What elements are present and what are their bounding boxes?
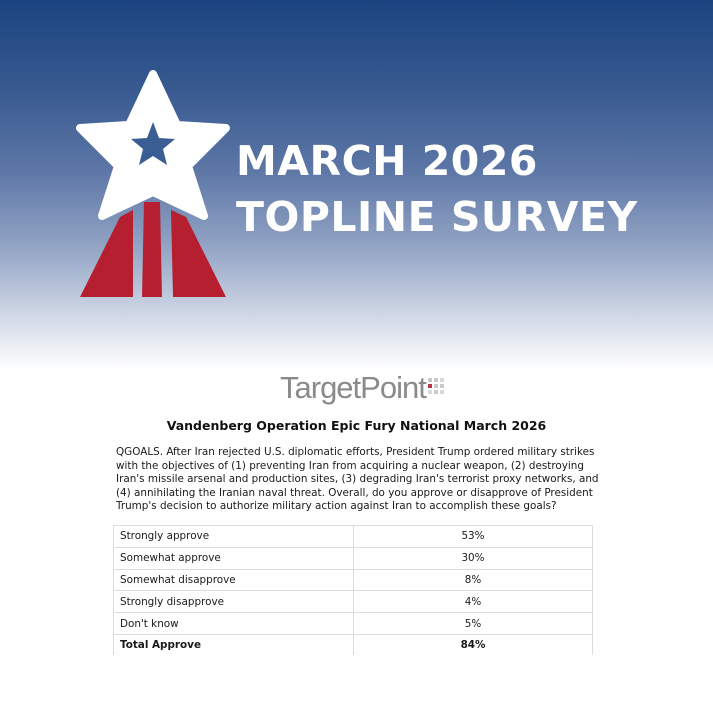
survey-question: QGOALS. After Iran rejected U.S. diplomatic efforts, President Trump ordered military strikes with the objectives of (1) preventing Iran from acquiring a nuclear weapon, (2) destroying Iran's missile arsenal and production sites, (3) degrading Iran's terrorist proxy networks, and (4) annihilating the Iranian naval threat. Overall, do you approve or disapprove of President Trump's decision to authorize military action against Iran to accomplish these goals? — [116, 446, 599, 513]
response-label: Strongly approve — [114, 526, 354, 548]
title-line-1: MARCH 2026 — [236, 137, 538, 185]
table-row — [114, 547, 593, 569]
table-row — [114, 526, 593, 548]
response-percent: 4% — [354, 591, 593, 613]
table-row — [114, 569, 593, 591]
response-percent: 8% — [354, 569, 593, 591]
results-table-container — [113, 525, 593, 655]
table-row-total — [114, 634, 593, 655]
response-label: Somewhat disapprove — [114, 569, 354, 591]
response-percent: 30% — [354, 547, 593, 569]
results-table — [113, 525, 593, 655]
response-percent: 5% — [354, 613, 593, 635]
response-label: Strongly disapprove — [114, 591, 354, 613]
table-row — [114, 591, 593, 613]
grid-squares-icon — [428, 378, 444, 394]
table-row — [114, 613, 593, 635]
response-percent: 53% — [354, 526, 593, 548]
response-label: Somewhat approve — [114, 547, 354, 569]
response-percent: 84% — [354, 634, 593, 655]
brand-logo — [280, 370, 444, 406]
page-title — [236, 133, 638, 245]
response-label: Don't know — [114, 613, 354, 635]
response-label: Total Approve — [114, 634, 354, 655]
title-line-2: TOPLINE SURVEY — [236, 193, 638, 241]
document-title: Vandenberg Operation Epic Fury National March 2026 — [166, 418, 547, 433]
brand-name: TargetPoint — [280, 370, 426, 405]
